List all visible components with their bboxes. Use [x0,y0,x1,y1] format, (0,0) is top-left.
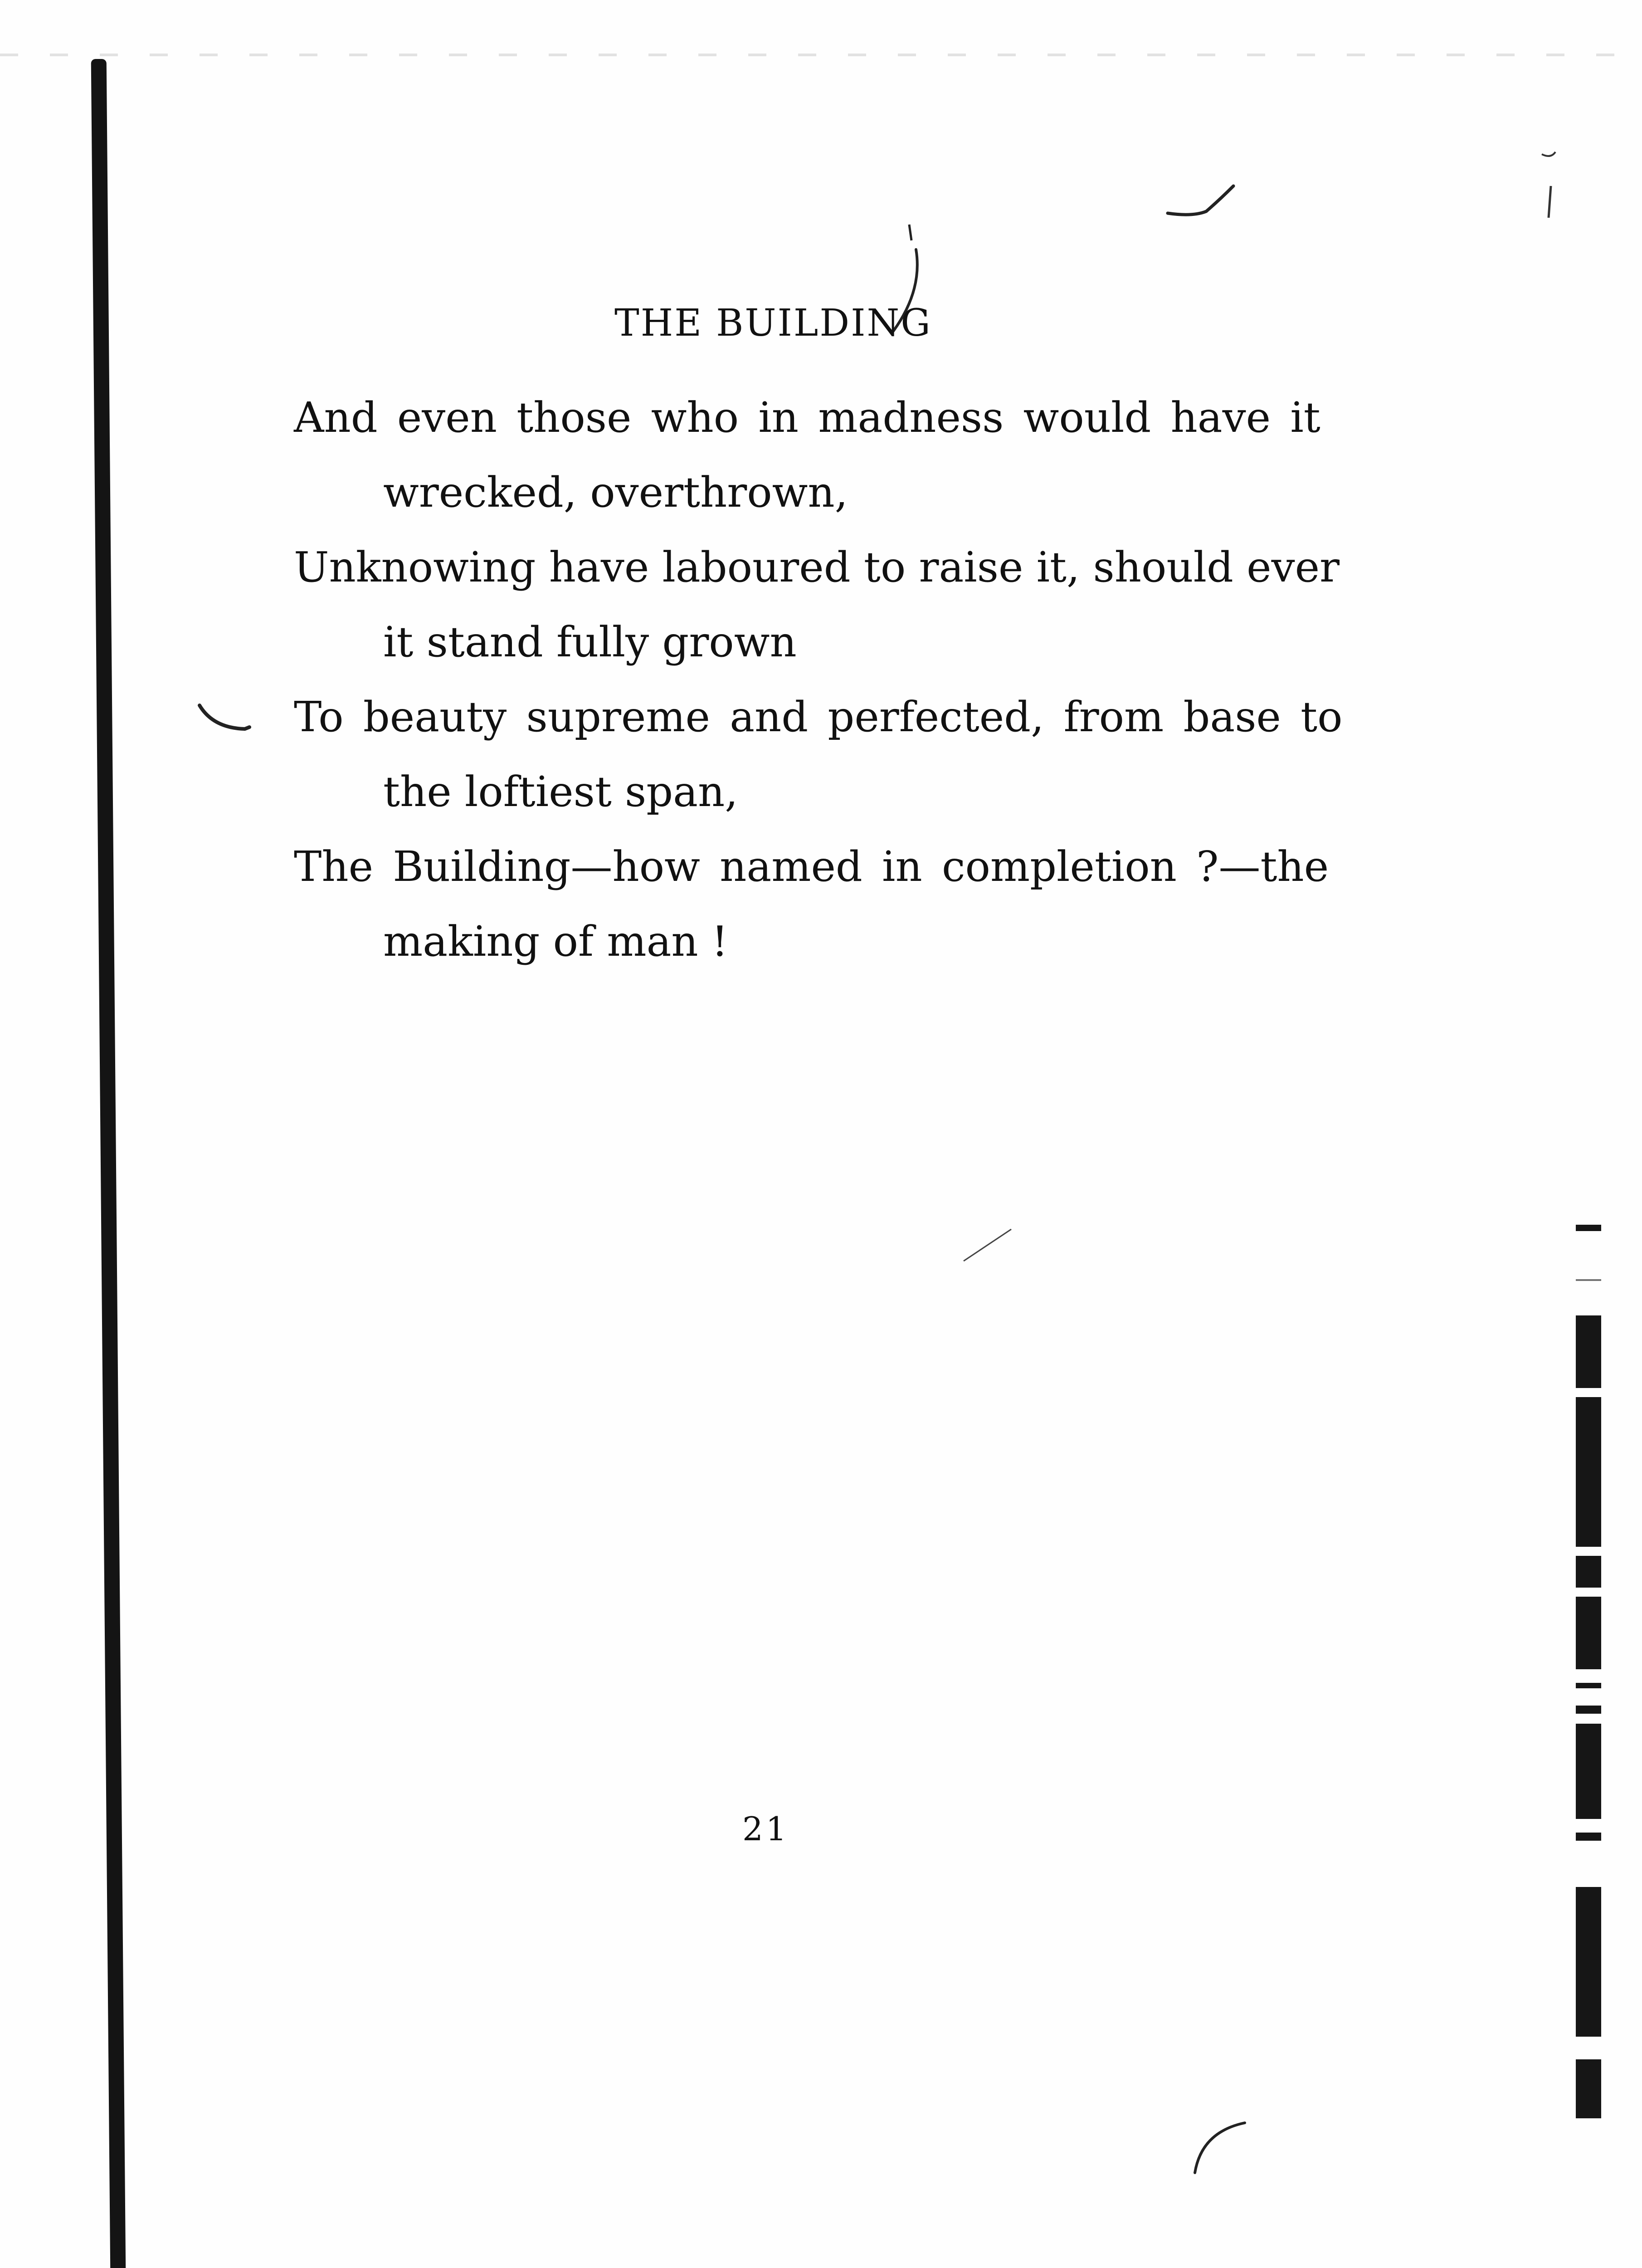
page-number: 21 [742,1810,789,1848]
poem-line-4: it stand fully grown [383,618,797,666]
poem-line-1: And even those who in madness would have it [294,393,1320,442]
poem-title: THE BUILDING [614,302,932,345]
poem-line-5: To beauty supreme and perfected, from base to [294,693,1343,741]
poem-line-3: Unknowing have laboured to raise it, should ever [294,543,1340,591]
poem-line-8: making of man ! [383,917,728,966]
poem-line-6: the loftiest span, [383,767,738,816]
poem-line-7: The Building—how named in completion ?—the [294,842,1329,891]
poem-line-2: wrecked, overthrown, [383,468,848,517]
